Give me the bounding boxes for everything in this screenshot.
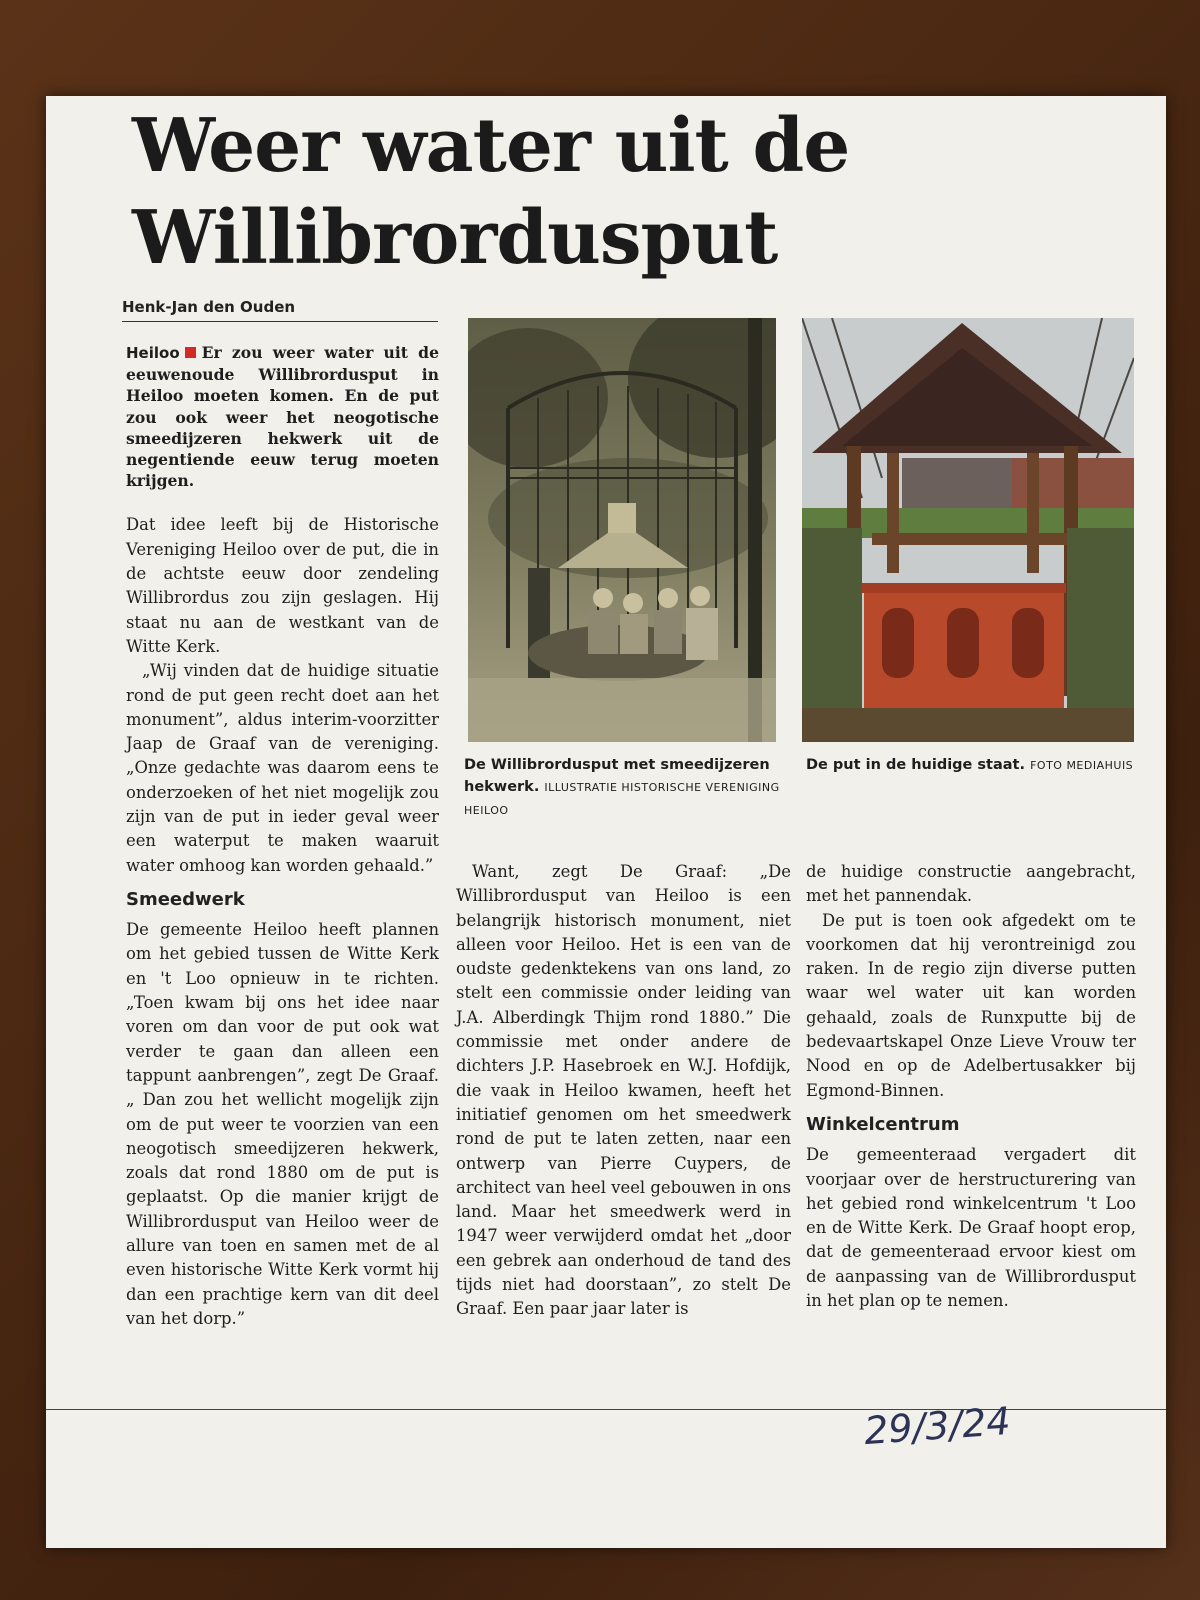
photo1-caption-text: De Willibrordusput met smeedijzeren hekwerk. — [464, 757, 770, 795]
photo2-caption — [806, 754, 1136, 777]
body-paragraph: de huidige constructie aangebracht, met het pannendak. — [806, 862, 1136, 906]
column-1 — [126, 342, 439, 1331]
current-well-illustration — [802, 318, 1134, 742]
headline-line-2: Willibrordusput — [132, 195, 778, 281]
photo2-credit: FOTO MEDIAHUIS — [1030, 759, 1134, 772]
body-paragraph: De gemeente Heiloo heeft plannen om het gebied tussen de Witte Kerk en 't Loo opnieuw in te richten. „Toen kwam bij ons het idee naar voren om dan voor de put ook wat verder te gaan dan alleen een tappunt aanbrengen”, zegt De Graaf. „ Dan zou het wellicht mogelijk zijn om de put weer te voorzien van een neogotisch smeedijzeren hekwerk, zoals dat rond 1880 om de put is geplaatst. Op die manier krijgt de Willibrordusput van Heiloo weer de allure van toen en samen met de al even historische Witte Kerk vormt hij dan een prachtige kern van dit deel van het dorp.” — [126, 920, 439, 1328]
headline — [132, 100, 849, 284]
body-paragraph: De gemeenteraad vergadert dit voorjaar over de herstructurering van het gebied rond winkelcentrum 't Loo en de Witte Kerk. De Graaf hoopt erop, dat de gemeenteraad ervoor kiest om de aanpassing van de Willibrordusput in het plan op te nemen. — [806, 1145, 1136, 1311]
column-3 — [806, 860, 1136, 1313]
body-paragraph: „Wij vinden dat de huidige situatie rond de put geen recht doet aan het monument”, aldus interim-voorzitter Jaap de Graaf van de vereniging. „Onze gedachte was daarom eens te onderzoeken of het niet mogelijk zou zijn van de put in ieder geval weer een waterput te maken waaruit water omhoog kan worden gehaald.” — [126, 661, 439, 875]
dateline-location: Heiloo — [126, 344, 180, 362]
newspaper-clipping — [46, 96, 1166, 1548]
lead-paragraph — [126, 342, 439, 491]
body-paragraph: De put is toen ook afgedekt om te voorkomen dat hij verontreinigd zou raken. In de regio zijn diverse putten waar wel water uit kan worden gehaald, zoals de Runxputte bij de bedevaartskapel Onze Lieve Vrouw ter Nood en op de Adelbertusakker bij Egmond-Binnen. — [806, 910, 1136, 1100]
historic-well-illustration — [468, 318, 776, 742]
handwritten-date: 29/3/24 — [862, 1398, 1012, 1454]
photo1-caption — [464, 754, 784, 822]
subheading-smeedwerk: Smeedwerk — [126, 888, 245, 910]
column-2 — [456, 860, 791, 1322]
lead-text: Er zou weer water uit de eeuwenoude Willibrordusput in Heiloo moeten komen. En de put zou ook weer het neogotische smeedijzeren hekwerk uit de negentiende eeuw terug moeten krijgen. — [126, 343, 439, 491]
body-paragraph: Want, zegt De Graaf: „De Willibrordusput van Heiloo is een belangrijk historisch monument, niet alleen voor Heiloo. Het is een van de oudste gedenktekens van ons land, zo stelt een commissie onder leiding van J.A. Alberdingk Thijm rond 1880.” Die commissie met onder andere de dichters J.P. Hasebroek en W.J. Hofdijk, die vaak in Heiloo kwamen, heeft het initiatief genomen om het smeedwerk rond de put te laten zetten, naar een ontwerp van Pierre Cuypers, de architect van heel veel gebouwen in ons land. Maar het smeedwerk werd in 1947 weer verwijderd omdat het „door een gebrek aan onderhoud de tand des tijds niet had doorstaan”, zo stelt De Graaf. Een paar jaar later is — [456, 862, 791, 1319]
photo1-credit: ILLUSTRATIE HISTORISCHE VERENIGING HEILOO — [464, 781, 780, 817]
headline-line-1: Weer water uit de — [132, 103, 850, 189]
current-well-photo — [802, 318, 1134, 742]
historic-well-photo — [468, 318, 776, 742]
red-square-icon — [185, 347, 196, 358]
subheading-winkelcentrum: Winkelcentrum — [806, 1113, 960, 1135]
photo2-caption-text: De put in de huidige staat. — [806, 757, 1026, 773]
body-paragraph: Dat idee leeft bij de Historische Vereniging Heiloo over de put, die in de achtste eeuw door zendeling Willibrordus zou zijn geslagen. Hij staat nu aan de westkant van de Witte Kerk. — [126, 515, 439, 656]
byline: Henk-Jan den Ouden — [122, 298, 438, 322]
